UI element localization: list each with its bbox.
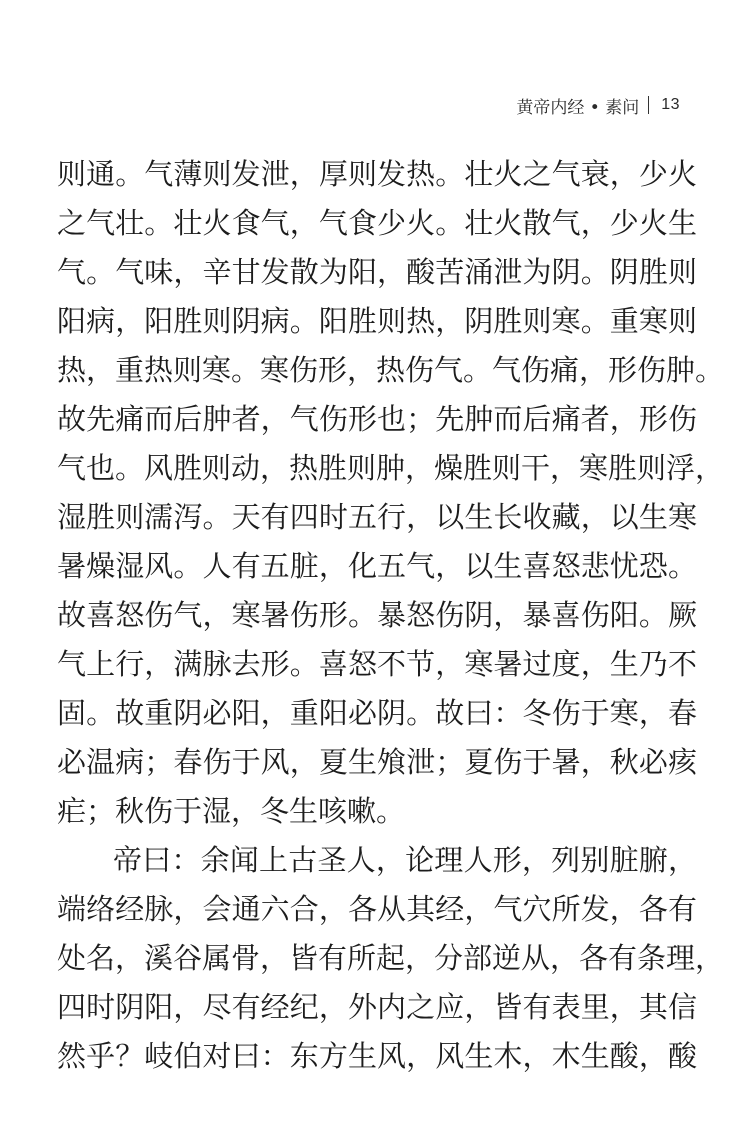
text-line: 固。故重阴必阳，重阳必阴。故曰：冬伤于寒，春 xyxy=(57,696,697,730)
text-line: 气上行，满脉去形。喜怒不节，寒暑过度，生乃不 xyxy=(57,647,697,681)
text-line: 故喜怒伤气，寒暑伤形。暴怒伤阴，暴喜伤阳。厥 xyxy=(57,598,697,632)
text-line: 热，重热则寒。寒伤形，热伤气。气伤痛，形伤肿。 xyxy=(57,353,725,387)
text-line: 湿胜则濡泻。天有四时五行，以生长收藏，以生寒 xyxy=(57,500,697,534)
text-line: 气。气味，辛甘发散为阳，酸苦涌泄为阴。阴胜则 xyxy=(57,255,697,289)
text-line: 之气壮。壮火食气，气食少火。壮火散气，少火生 xyxy=(57,206,697,240)
text-line: 故先痛而后肿者，气伤形也；先肿而后痛者，形伤 xyxy=(57,402,697,436)
text-line: 阳病，阳胜则阴病。阳胜则热，阴胜则寒。重寒则 xyxy=(57,304,697,338)
text-line: 四时阴阳，尽有经纪，外内之应，皆有表里，其信 xyxy=(57,990,697,1024)
header-separator xyxy=(648,96,649,114)
text-line: 气也。风胜则动，热胜则肿，燥胜则干，寒胜则浮， xyxy=(57,451,725,485)
text-line: 暑燥湿风。人有五脏，化五气，以生喜怒悲忧恐。 xyxy=(57,549,697,583)
body-text xyxy=(57,150,725,1081)
text-line: 必温病；春伤于风，夏生飧泄；夏伤于暑，秋必痎 xyxy=(57,745,697,779)
running-title: 黄帝内经 • 素问 xyxy=(516,97,640,118)
text-line: 端络经脉，会通六合，各从其经，气穴所发，各有 xyxy=(57,892,697,926)
text-line: 然乎？岐伯对曰：东方生风，风生木，木生酸，酸 xyxy=(57,1039,697,1073)
text-line: 处名，溪谷属骨，皆有所起，分部逆从，各有条理， xyxy=(57,941,725,975)
text-line: 疟；秋伤于湿，冬生咳嗽。 xyxy=(57,794,406,828)
paragraph-2 xyxy=(57,836,725,1081)
page-number: 13 xyxy=(661,96,680,113)
text-line: 则通。气薄则发泄，厚则发热。壮火之气衰，少火 xyxy=(57,157,697,191)
paragraph-1 xyxy=(57,150,725,836)
text-line: 帝曰：余闻上古圣人，论理人形，列别脏腑， xyxy=(113,843,697,877)
running-header xyxy=(516,92,680,118)
